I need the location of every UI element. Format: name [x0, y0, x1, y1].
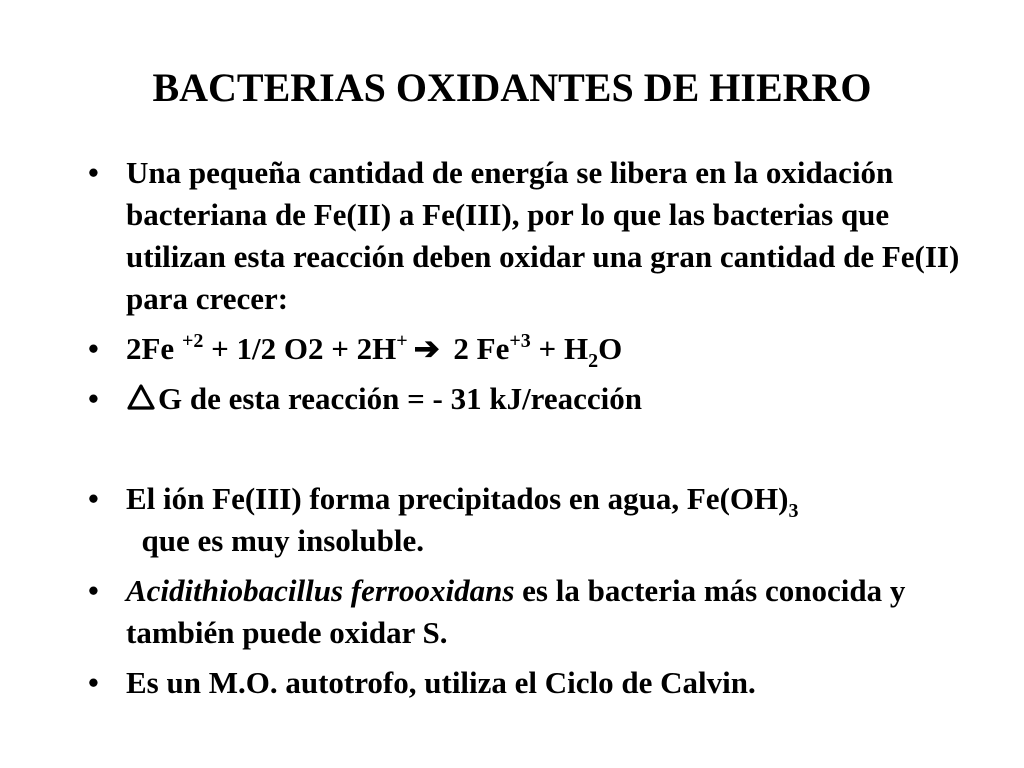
bullet-energy — [88, 152, 968, 320]
bullet-bacteria — [88, 570, 968, 654]
precipitate-text: El ión Fe(III) forma precipitados en agua, Fe(OH) — [126, 481, 789, 516]
bullet-dot: • — [88, 665, 99, 700]
right-arrow-icon: ➔ — [413, 331, 440, 366]
bacteria-text: es la bacteria más conocida y también puede oxidar S. — [126, 573, 906, 650]
eq-h-charge: + — [396, 330, 408, 352]
bacteria-species: Acidithiobacillus ferrooxidans — [126, 573, 515, 608]
bullet-autotroph — [88, 662, 968, 704]
precipitate-sub: 3 — [788, 500, 799, 522]
eq-middle: + 1/2 O2 + 2H — [203, 331, 397, 366]
eq-water-sub: 2 — [588, 350, 599, 372]
bullet-delta-g — [88, 378, 968, 422]
bullet-equation — [88, 328, 968, 370]
bullet-energy-text: Una pequeña cantidad de energía se libera en la oxidación bacteriana de Fe(II) a Fe(III), por lo que las bacterias que utilizan esta reacción deben oxidar una gran cantidad de Fe(II) para crecer: — [126, 155, 960, 316]
bullet-dot: • — [88, 481, 99, 516]
bullet-dot: • — [88, 155, 99, 190]
eq-fe: 2Fe — [126, 331, 182, 366]
eq-plus-water: + H — [530, 331, 589, 366]
bullet-dot: • — [88, 331, 99, 366]
autotroph-text: Es un M.O. autotrofo, utiliza el Ciclo de Calvin. — [126, 665, 756, 700]
slide-title: BACTERIAS OXIDANTES DE HIERRO — [152, 65, 872, 110]
eq-water-o: O — [598, 331, 623, 366]
precipitate-end: que es muy insoluble. — [126, 523, 425, 558]
bullet-list — [88, 152, 968, 704]
eq-product-fe-charge: +3 — [509, 330, 531, 352]
delta-icon — [126, 380, 156, 422]
equation — [126, 330, 623, 372]
bullet-dot: • — [88, 381, 99, 416]
eq-product-fe: 2 Fe — [445, 331, 510, 366]
bullet-precipitate — [88, 478, 968, 562]
eq-fe-charge: +2 — [181, 330, 204, 352]
bullet-dot: • — [88, 573, 99, 608]
delta-g-text: G de esta reacción = - 31 kJ/reacción — [158, 381, 643, 416]
